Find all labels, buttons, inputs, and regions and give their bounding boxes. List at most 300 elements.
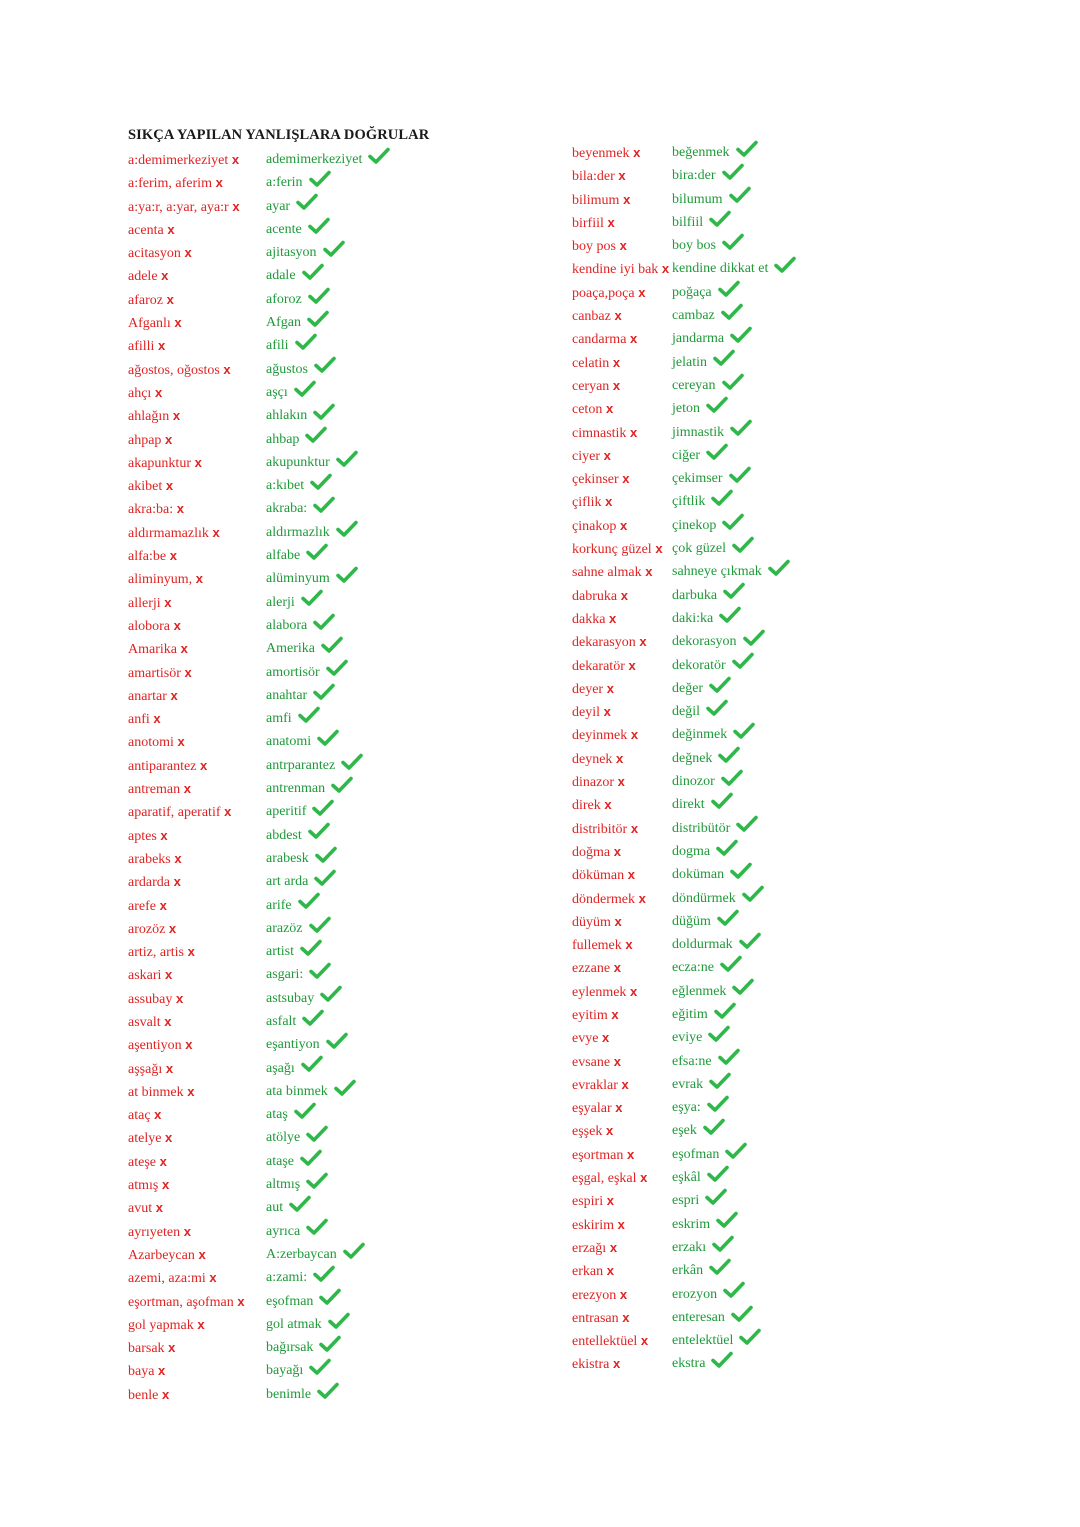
wrong-text: evraklar <box>572 1077 618 1093</box>
wrong-spelling <box>572 234 627 258</box>
correct-text: dekoratör <box>672 657 726 673</box>
wrong-text: sahne almak <box>572 565 642 581</box>
correct-spelling <box>672 304 743 327</box>
correct-text: poğaça <box>672 284 712 300</box>
correct-spelling <box>266 1336 341 1359</box>
cross-icon: x <box>609 1356 621 1372</box>
check-icon <box>313 403 335 421</box>
check-icon <box>707 1165 729 1183</box>
correct-text: Afgan <box>266 315 301 331</box>
wrong-spelling <box>572 933 633 957</box>
cross-icon: x <box>614 168 626 184</box>
correct-spelling <box>672 677 731 700</box>
correct-text: ekstra <box>672 1356 706 1372</box>
check-icon <box>705 1188 727 1206</box>
check-icon <box>296 193 318 211</box>
correct-text: çekimser <box>672 471 723 487</box>
correct-text: bilumum <box>672 191 723 207</box>
correct-spelling <box>266 1126 328 1149</box>
wrong-spelling <box>572 956 621 980</box>
wrong-spelling <box>572 584 628 608</box>
correct-text: A:zerbaycan <box>266 1246 337 1262</box>
check-icon <box>302 263 324 281</box>
check-icon <box>729 186 751 204</box>
wrong-text: celatin <box>572 355 610 371</box>
wrong-text: anartar <box>128 688 167 704</box>
check-icon <box>308 822 330 840</box>
cross-icon: x <box>228 198 240 214</box>
wrong-text: düyüm <box>572 914 611 930</box>
wrong-text: a:ya:r, a:yar, aya:r <box>128 199 229 215</box>
correct-text: eşofman <box>672 1146 720 1162</box>
check-icon <box>774 256 796 274</box>
cross-icon: x <box>616 517 628 533</box>
wrong-text: eşşek <box>572 1124 603 1140</box>
wrong-text: eşortman <box>572 1147 624 1163</box>
wrong-spelling <box>128 870 181 894</box>
cross-icon: x <box>170 315 182 331</box>
cross-icon: x <box>158 1177 170 1193</box>
correct-spelling <box>266 963 331 986</box>
wrong-text: baya <box>128 1364 155 1380</box>
correct-text: dekorasyon <box>672 634 737 650</box>
correct-text: bilfiil <box>672 214 704 230</box>
cross-icon: x <box>626 424 638 440</box>
cross-icon: x <box>208 524 220 540</box>
check-icon <box>711 792 733 810</box>
wrong-text: Afganlı <box>128 316 171 332</box>
cross-icon: x <box>161 967 173 983</box>
cross-icon: x <box>157 268 169 284</box>
correct-text: antrenman <box>266 781 326 797</box>
cross-icon: x <box>599 447 611 463</box>
wrong-text: antreman <box>128 782 181 798</box>
wrong-text: gol yapmak <box>128 1317 194 1333</box>
wrong-spelling <box>128 1359 165 1383</box>
correct-text: eskrim <box>672 1216 711 1232</box>
wrong-spelling <box>572 863 635 887</box>
cross-icon: x <box>164 1340 176 1356</box>
wrong-spelling <box>572 817 638 841</box>
correct-spelling <box>672 1003 736 1026</box>
check-icon <box>308 287 330 305</box>
check-icon <box>313 1265 335 1283</box>
correct-text: dinozor <box>672 774 715 790</box>
correct-spelling <box>672 980 754 1003</box>
check-icon <box>326 659 348 677</box>
wrong-text: atmış <box>128 1178 159 1194</box>
correct-text: gol atmak <box>266 1316 322 1332</box>
wrong-text: askari <box>128 968 162 984</box>
correct-spelling <box>672 1352 733 1375</box>
cross-icon: x <box>598 1030 610 1046</box>
check-icon <box>309 916 331 934</box>
cross-icon: x <box>609 354 621 370</box>
cross-icon: x <box>228 152 240 167</box>
cross-icon: x <box>629 145 641 160</box>
wrong-spelling <box>128 777 191 801</box>
wrong-spelling <box>128 148 239 172</box>
correct-spelling <box>672 910 739 933</box>
correct-text: jeton <box>672 401 700 417</box>
correct-text: distribütör <box>672 820 731 836</box>
correct-spelling <box>266 1243 365 1266</box>
wrong-text: eşortman, aşofman <box>128 1294 234 1310</box>
cross-icon: x <box>172 990 184 1006</box>
correct-text: aut <box>266 1200 284 1216</box>
wrong-text: ayrıyeten <box>128 1224 181 1240</box>
wrong-spelling <box>128 730 185 754</box>
cross-icon: x <box>603 214 615 230</box>
correct-spelling <box>672 1073 731 1096</box>
check-icon <box>309 170 331 188</box>
check-icon <box>739 1328 761 1346</box>
correct-spelling <box>266 544 328 567</box>
cross-icon: x <box>601 494 613 510</box>
wrong-spelling <box>128 1383 169 1407</box>
correct-text: eşkâl <box>672 1170 701 1186</box>
check-icon <box>317 1382 339 1400</box>
cross-icon: x <box>196 757 208 773</box>
wrong-text: aliminyum, <box>128 572 193 588</box>
correct-text: amortisör <box>266 664 320 680</box>
wrong-text: ahçı <box>128 385 152 401</box>
check-icon <box>709 676 731 694</box>
wrong-text: Amarika <box>128 642 177 658</box>
check-icon <box>294 1102 316 1120</box>
cross-icon: x <box>627 727 639 743</box>
correct-spelling <box>266 404 335 427</box>
correct-spelling <box>672 1096 729 1119</box>
wrong-spelling <box>572 1283 627 1307</box>
wrong-text: evsane <box>572 1054 611 1070</box>
cross-icon: x <box>190 454 202 470</box>
check-icon <box>768 559 790 577</box>
correct-text: değnek <box>672 750 713 766</box>
cross-icon: x <box>166 548 177 564</box>
correct-text: evrak <box>672 1076 704 1092</box>
correct-text: döndürmek <box>672 890 736 906</box>
wrong-text: poaça,poça <box>572 285 635 301</box>
cross-icon: x <box>194 1246 206 1262</box>
cross-icon: x <box>606 1239 618 1255</box>
correct-spelling <box>266 1010 324 1033</box>
correct-text: ciğer <box>672 447 700 463</box>
check-icon <box>307 310 329 328</box>
wrong-spelling <box>128 334 165 358</box>
correct-spelling <box>266 754 363 777</box>
check-icon <box>712 1235 734 1253</box>
check-icon <box>306 1218 328 1236</box>
check-icon <box>725 1142 747 1160</box>
wrong-spelling <box>128 707 161 731</box>
correct-spelling <box>672 654 754 677</box>
cross-icon: x <box>151 384 163 400</box>
cross-icon: x <box>612 750 624 766</box>
cross-icon: x <box>602 1123 614 1139</box>
wrong-spelling <box>572 1236 617 1260</box>
check-icon <box>314 356 336 374</box>
check-icon <box>730 326 752 344</box>
cross-icon: x <box>605 610 617 626</box>
wrong-spelling <box>128 591 172 615</box>
wrong-text: çinakop <box>572 518 617 534</box>
correct-text: eşek <box>672 1123 697 1139</box>
wrong-text: ataç <box>128 1108 151 1124</box>
correct-spelling <box>266 358 336 381</box>
correct-spelling <box>672 1329 761 1352</box>
correct-text: jelatin <box>672 354 707 370</box>
correct-spelling <box>672 1213 738 1236</box>
correct-spelling <box>266 684 335 707</box>
correct-spelling <box>672 956 742 979</box>
wrong-spelling <box>128 1057 173 1081</box>
correct-spelling <box>266 451 358 474</box>
cross-icon: x <box>609 377 621 393</box>
cross-icon: x <box>162 478 174 494</box>
check-icon <box>714 1002 736 1020</box>
cross-icon: x <box>603 1193 614 1209</box>
correct-text: jimnastik <box>672 424 725 440</box>
correct-text: artist <box>266 944 294 960</box>
wrong-text: avut <box>128 1201 153 1217</box>
wrong-spelling <box>128 1033 193 1057</box>
correct-text: jandarma <box>672 331 725 347</box>
correct-spelling <box>266 987 342 1010</box>
wrong-text: acenta <box>128 222 164 238</box>
correct-spelling <box>266 730 339 753</box>
cross-icon: x <box>156 827 168 843</box>
correct-spelling <box>266 428 327 451</box>
wrong-text: kendine iyi bak <box>572 262 659 278</box>
correct-text: bağırsak <box>266 1340 314 1356</box>
correct-spelling <box>266 1196 311 1219</box>
wrong-spelling <box>128 381 162 405</box>
wrong-text: antiparantez <box>128 758 197 774</box>
wrong-spelling <box>128 288 174 312</box>
correct-spelling <box>266 661 348 684</box>
correct-spelling <box>266 264 324 287</box>
check-icon <box>732 652 754 670</box>
check-icon <box>730 862 752 880</box>
wrong-spelling <box>128 428 172 452</box>
wrong-text: boy pos <box>572 239 616 255</box>
correct-spelling <box>266 1033 348 1056</box>
wrong-text: cimnastik <box>572 425 627 441</box>
wrong-text: dinazor <box>572 775 614 791</box>
correct-spelling <box>266 148 390 171</box>
wrong-spelling <box>572 887 646 911</box>
check-icon <box>313 613 335 631</box>
wrong-spelling <box>572 1073 629 1097</box>
correct-text: ahlakın <box>266 408 308 424</box>
wrong-spelling <box>572 980 637 1004</box>
correct-text: arife <box>266 897 292 913</box>
correct-text: ahbap <box>266 431 300 447</box>
correct-text: aperitif <box>266 804 307 820</box>
check-icon <box>323 240 345 258</box>
correct-spelling <box>266 381 316 404</box>
check-icon <box>336 566 358 584</box>
correct-spelling <box>266 1290 341 1313</box>
correct-text: anatomi <box>266 734 312 750</box>
wrong-spelling <box>572 560 652 584</box>
correct-spelling <box>672 747 740 770</box>
cross-icon: x <box>617 1076 629 1092</box>
cross-icon: x <box>193 1316 205 1332</box>
check-icon <box>331 776 353 794</box>
correct-text: akupunktur <box>266 454 330 470</box>
correct-text: altmış <box>266 1177 301 1193</box>
wrong-spelling <box>128 1336 175 1360</box>
correct-spelling <box>672 188 751 211</box>
correct-spelling <box>672 1166 729 1189</box>
check-icon <box>706 443 728 461</box>
correct-spelling <box>266 241 345 264</box>
cross-icon: x <box>152 1200 163 1216</box>
correct-spelling <box>672 630 765 653</box>
check-icon <box>317 729 339 747</box>
cross-icon: x <box>205 1270 217 1286</box>
wrong-spelling <box>128 171 223 195</box>
wrong-spelling <box>128 1173 169 1197</box>
wrong-text: çekinser <box>572 472 619 488</box>
cross-icon: x <box>637 1333 649 1349</box>
wrong-text: dabruka <box>572 588 618 604</box>
check-icon <box>326 1032 348 1050</box>
cross-icon: x <box>618 1309 630 1325</box>
wrong-text: eşyalar <box>572 1101 612 1117</box>
correct-spelling <box>266 195 318 218</box>
check-icon <box>736 140 758 158</box>
correct-spelling <box>266 1173 328 1196</box>
wrong-text: amartisör <box>128 665 181 681</box>
wrong-spelling <box>128 241 192 265</box>
correct-spelling <box>266 1313 350 1336</box>
correct-text: ağustos <box>266 361 308 377</box>
correct-spelling <box>672 607 741 630</box>
wrong-text: beyenmek <box>572 146 630 161</box>
check-icon <box>298 706 320 724</box>
cross-icon: x <box>166 687 178 703</box>
correct-text: aforoz <box>266 291 302 307</box>
cross-icon: x <box>614 1216 625 1232</box>
wrong-spelling <box>572 257 669 281</box>
check-icon <box>716 839 738 857</box>
wrong-text: asvalt <box>128 1014 161 1030</box>
check-icon <box>717 909 739 927</box>
check-icon <box>703 1118 725 1136</box>
correct-spelling <box>266 521 358 544</box>
correct-text: sahneye çıkmak <box>672 564 762 580</box>
correct-spelling <box>672 584 745 607</box>
cross-icon: x <box>149 711 161 727</box>
wrong-text: deyinmek <box>572 728 628 744</box>
correct-text: atölye <box>266 1130 301 1146</box>
correct-text: adale <box>266 268 296 284</box>
correct-text: acente <box>266 221 302 237</box>
wrong-text: entellektüel <box>572 1334 638 1350</box>
check-icon <box>718 280 740 298</box>
correct-spelling <box>672 327 752 350</box>
correct-text: eşya: <box>672 1100 701 1116</box>
correct-text: beğenmek <box>672 145 730 160</box>
check-icon <box>730 419 752 437</box>
cross-icon: x <box>610 960 621 976</box>
cross-icon: x <box>219 361 231 377</box>
cross-icon: x <box>626 331 638 347</box>
check-icon <box>300 939 322 957</box>
correct-text: eğitim <box>672 1006 708 1022</box>
cross-icon: x <box>173 501 184 517</box>
correct-spelling <box>266 1359 331 1382</box>
cross-icon: x <box>170 850 182 866</box>
wrong-text: döndermek <box>572 891 635 907</box>
wrong-spelling <box>128 1313 205 1337</box>
correct-text: değinmek <box>672 727 728 743</box>
correct-text: Amerika <box>266 641 315 657</box>
cross-icon: x <box>658 261 670 277</box>
check-icon <box>343 1242 365 1260</box>
wrong-text: akibet <box>128 479 163 495</box>
correct-text: astsubay <box>266 990 315 1006</box>
wrong-text: ekistra <box>572 1357 610 1373</box>
correct-spelling <box>672 257 796 280</box>
correct-spelling <box>672 444 728 467</box>
cross-icon: x <box>155 1153 167 1169</box>
wrong-spelling <box>572 1143 634 1167</box>
check-icon <box>708 1025 730 1043</box>
wrong-text: Azarbeycan <box>128 1247 195 1263</box>
correct-spelling <box>266 894 320 917</box>
cross-icon: x <box>600 704 611 720</box>
cross-icon: x <box>161 431 173 447</box>
wrong-text: akra:ba: <box>128 502 174 518</box>
wrong-spelling <box>128 963 172 987</box>
check-icon <box>736 815 758 833</box>
check-icon <box>722 373 744 391</box>
correct-text: düğüm <box>672 913 711 929</box>
wrong-text: erezyon <box>572 1287 617 1303</box>
wrong-text: aparatif, aperatif <box>128 805 221 821</box>
wrong-text: ceryan <box>572 378 610 394</box>
correct-text: aldırmazlık <box>266 524 330 540</box>
correct-spelling <box>672 1026 730 1049</box>
correct-text: entelektüel <box>672 1333 734 1349</box>
wrong-spelling <box>572 1306 630 1330</box>
check-icon <box>289 1195 311 1213</box>
wrong-text: at binmek <box>128 1084 184 1100</box>
correct-spelling <box>266 1220 328 1243</box>
correct-text: antrparantez <box>266 757 336 773</box>
check-icon <box>321 636 343 654</box>
correct-text: darbuka <box>672 587 718 603</box>
wrong-spelling <box>572 141 640 165</box>
check-icon <box>336 520 358 538</box>
wrong-text: fullemek <box>572 938 622 954</box>
correct-text: ademimerkeziyet <box>266 152 363 167</box>
wrong-spelling <box>572 514 627 538</box>
correct-spelling <box>672 560 790 583</box>
cross-icon: x <box>619 191 631 207</box>
correct-text: arabesk <box>266 850 309 866</box>
correct-spelling <box>672 514 744 537</box>
correct-spelling <box>672 1236 734 1259</box>
correct-spelling <box>266 800 334 823</box>
check-icon <box>732 978 754 996</box>
wrong-spelling <box>128 1010 172 1034</box>
check-icon <box>301 1055 323 1073</box>
